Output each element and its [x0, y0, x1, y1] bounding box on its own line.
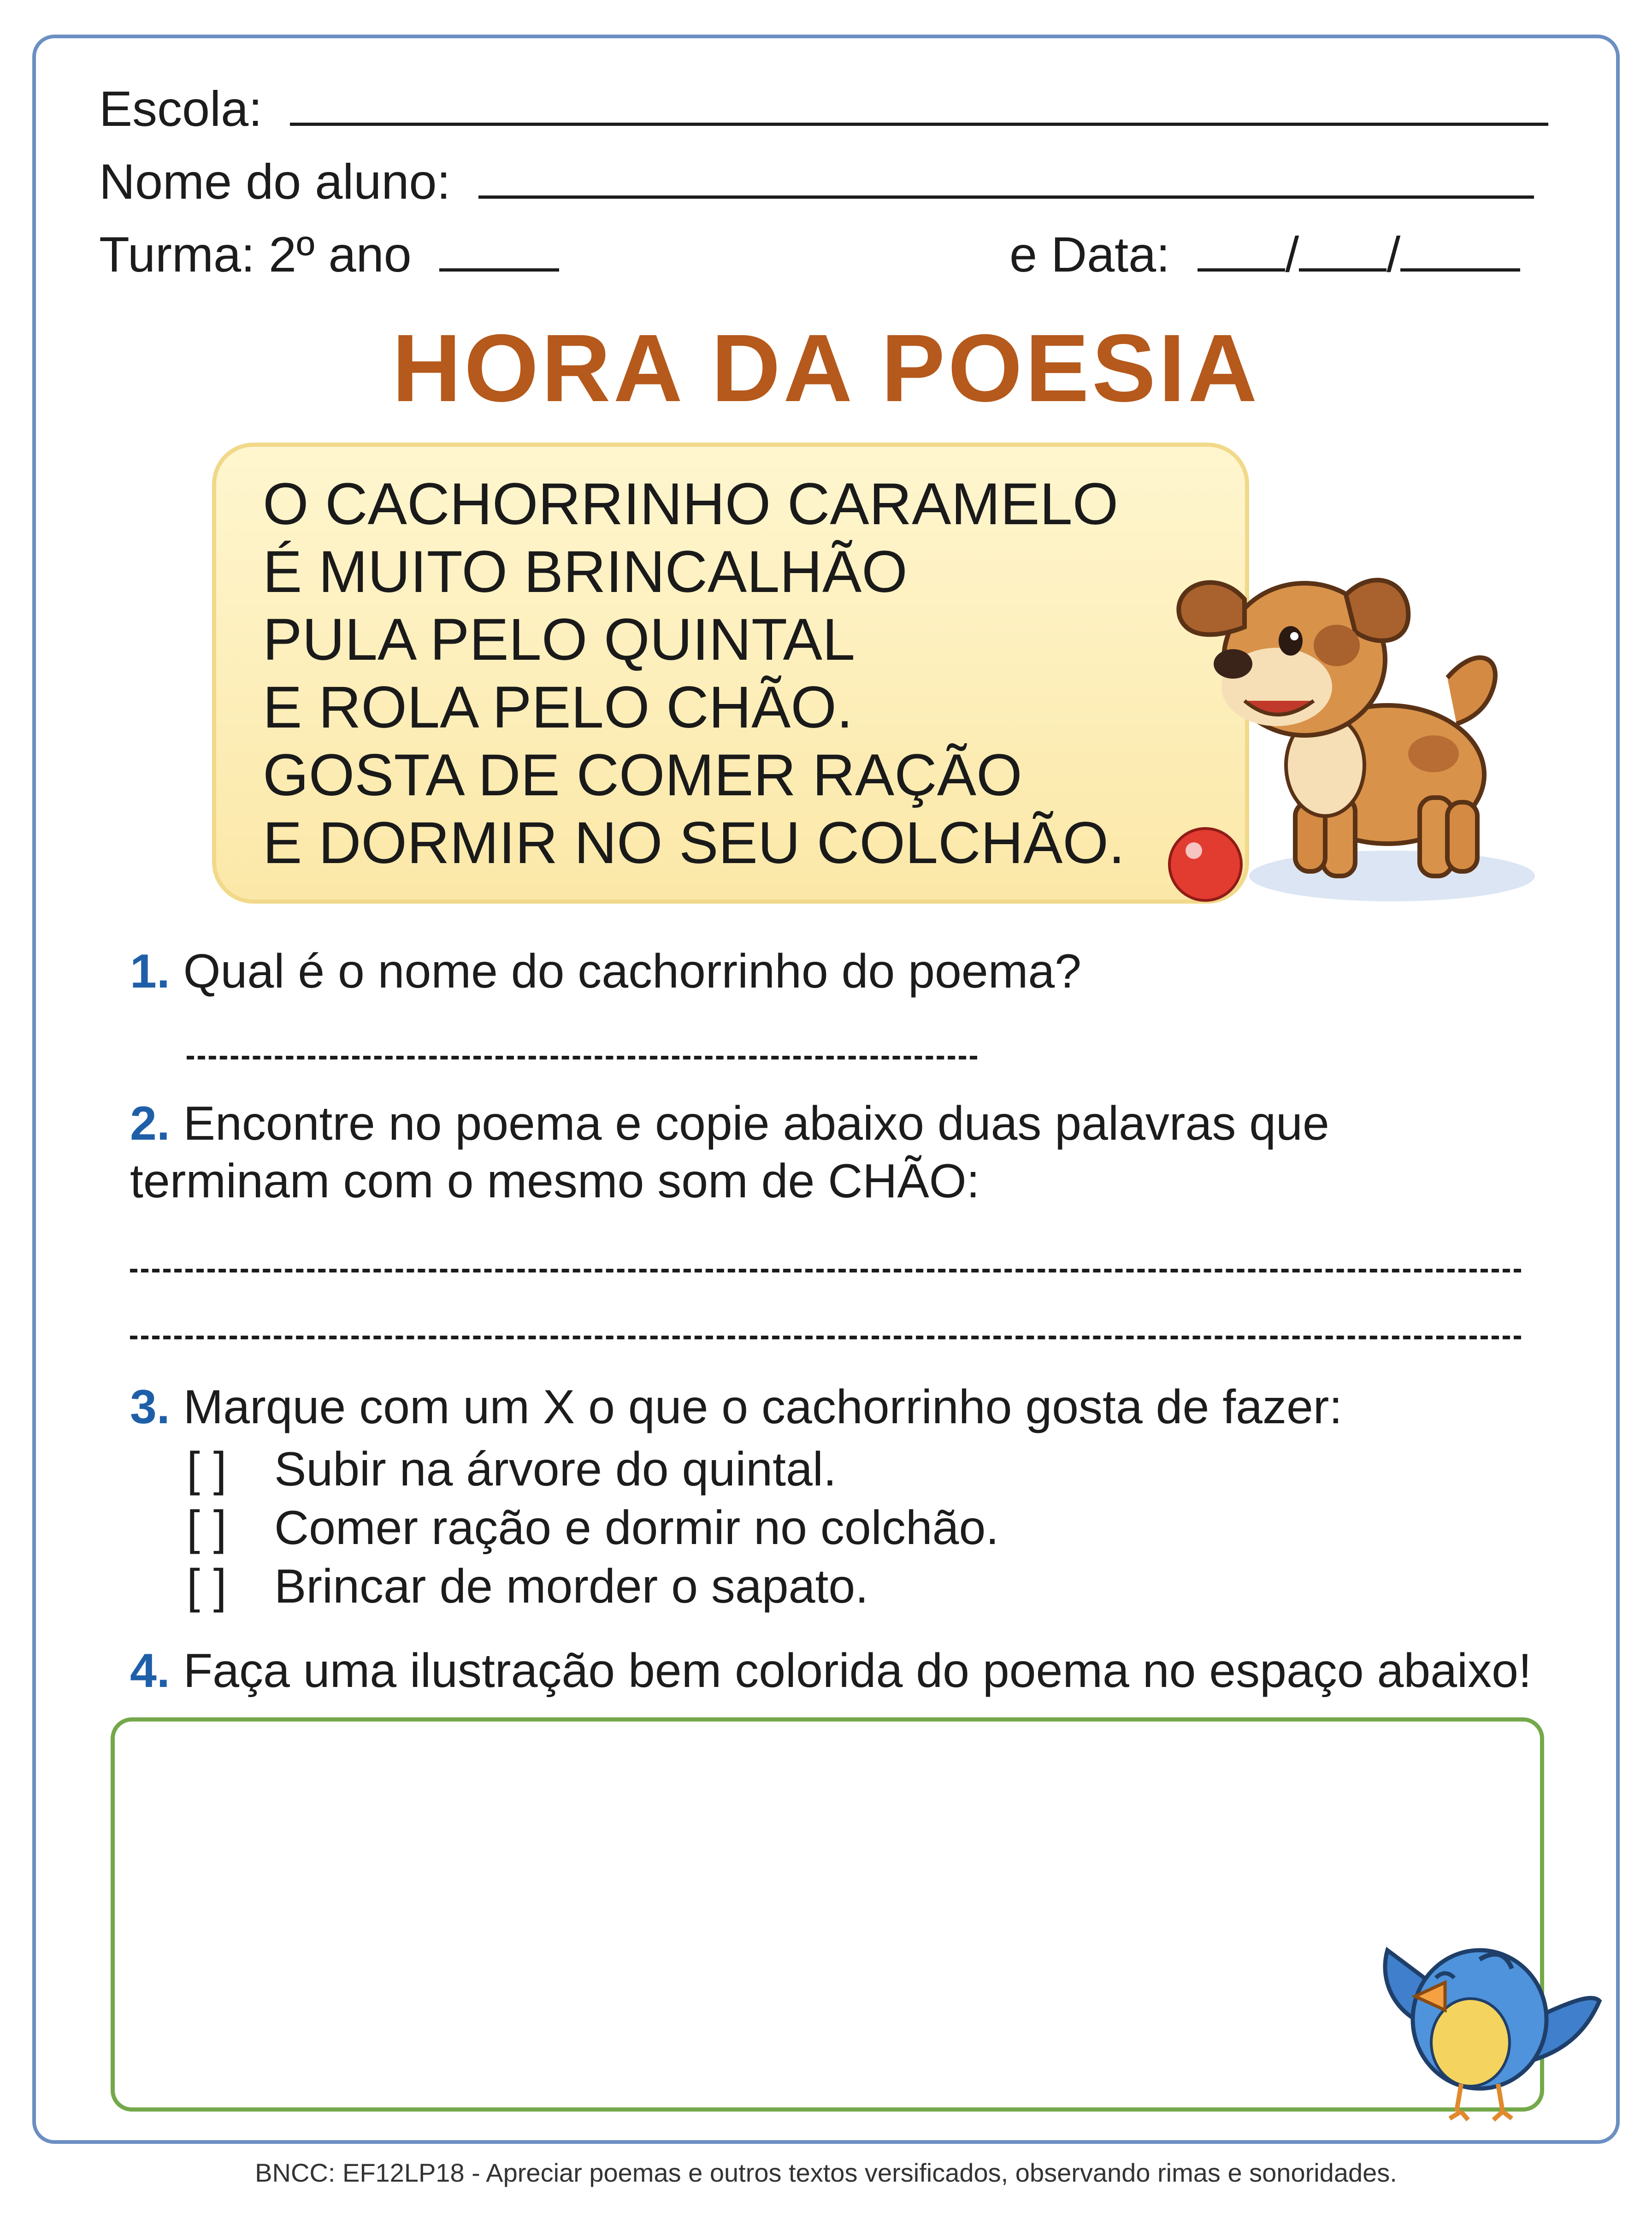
poem-line: E ROLA PELO CHÃO. [263, 675, 853, 740]
question-text: Marque com um X o que o cachorrinho gosta de fazer: [183, 1380, 1343, 1434]
page-title: HORA DA POESIA [392, 315, 1260, 422]
answer-line[interactable] [130, 1269, 1521, 1272]
question-3 [130, 1380, 1343, 1434]
school-blank[interactable] [290, 123, 1548, 126]
question-text: Encontre no poema e copie abaixo duas palavras que [183, 1097, 1329, 1150]
school-field [99, 81, 1548, 136]
checkbox[interactable]: [ ] [187, 1560, 227, 1613]
footer-bncc: BNCC: EF12LP18 - Apreciar poemas e outros textos versificados, observando rimas e sonoridades. [255, 2158, 1397, 2187]
option-text: Brincar de morder o sapato. [274, 1560, 869, 1613]
poem-line: É MUITO BRINCALHÃO [263, 539, 908, 605]
poem-line: PULA PELO QUINTAL [263, 607, 856, 673]
student-name-field [99, 154, 1534, 209]
class-blank[interactable] [439, 268, 559, 272]
question-text: Faça uma ilustração bem colorida do poema no espaço abaixo! [183, 1644, 1532, 1698]
question-number: 2. [130, 1097, 170, 1150]
poem-line: GOSTA DE COMER RAÇÃO [263, 742, 1022, 808]
date-year-blank[interactable] [1400, 268, 1520, 272]
option-text: Subir na árvore do quintal. [274, 1443, 837, 1496]
question-1 [130, 945, 1082, 998]
bluebird-illustration [1369, 1913, 1609, 2125]
student-name-label: Nome do aluno: [99, 154, 451, 209]
school-label: Escola: [99, 81, 263, 136]
question-number: 4. [130, 1644, 170, 1698]
class-label: Turma: 2º ano [99, 226, 412, 282]
red-ball-icon [1166, 825, 1245, 904]
date-label: e Data: [1009, 226, 1170, 282]
date-month-blank[interactable] [1299, 268, 1386, 272]
answer-line[interactable] [130, 1336, 1521, 1339]
poem-line: E DORMIR NO SEU COLCHÃO. [263, 810, 1125, 876]
option-1 [187, 1443, 837, 1496]
question-text: Qual é o nome do cachorrinho do poema? [183, 945, 1082, 998]
option-2 [187, 1501, 999, 1555]
drawing-area[interactable] [111, 1717, 1544, 2112]
question-2 [130, 1097, 1329, 1150]
question-4 [130, 1644, 1532, 1698]
option-text: Comer ração e dormir no colchão. [274, 1501, 999, 1555]
checkbox[interactable]: [ ] [187, 1443, 227, 1496]
question-2-continuation: terminam com o mesmo som de CHÃO: [130, 1154, 980, 1208]
question-number: 1. [130, 945, 170, 998]
student-name-blank[interactable] [478, 195, 1534, 199]
date-day-blank[interactable] [1198, 268, 1285, 272]
checkbox[interactable]: [ ] [187, 1501, 227, 1555]
date-field: e Data: / / [1009, 230, 1520, 279]
class-field [99, 226, 559, 282]
poem-line: O CACHORRINHO CARAMELO [263, 471, 1119, 537]
answer-line[interactable] [187, 1056, 977, 1059]
option-3 [187, 1560, 869, 1613]
question-number: 3. [130, 1380, 170, 1434]
